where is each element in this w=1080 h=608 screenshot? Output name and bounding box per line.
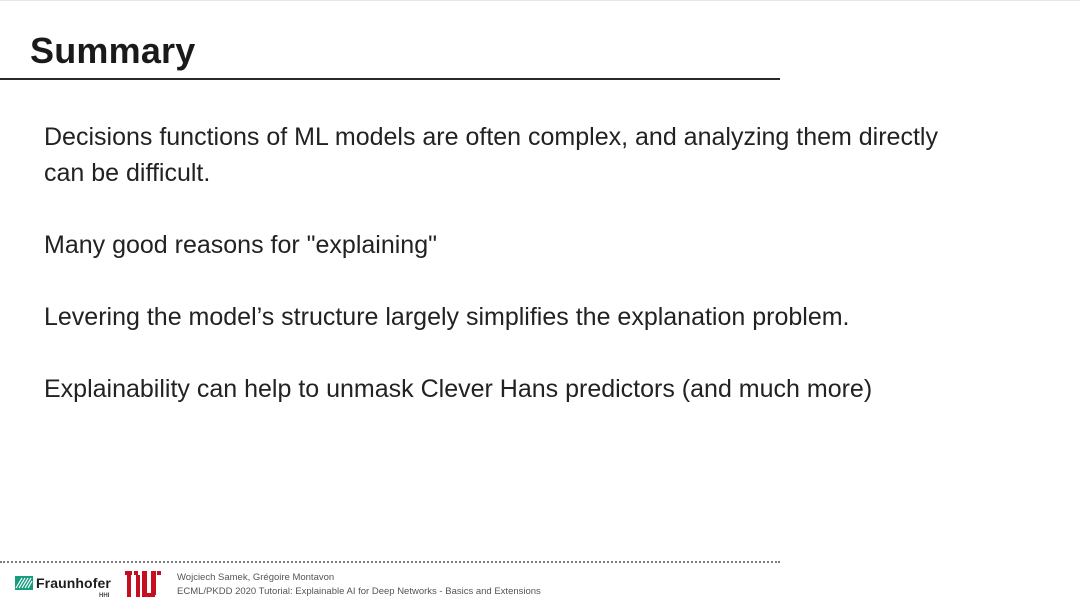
bullet-item: Explainability can help to unmask Clever Hans predictors (and much more)	[44, 375, 873, 403]
footer-event: ECML/PKDD 2020 Tutorial: Explainable AI for Deep Networks - Basics and Extensions	[177, 586, 541, 597]
fraunhofer-logo	[15, 572, 119, 602]
bullet-item: Decisions functions of ML models are often complex, and analyzing them directly can be difficult.	[44, 123, 938, 187]
bullet-item: Levering the model’s structure largely simplifies the explanation problem.	[44, 303, 850, 331]
slide-title: Summary	[30, 30, 196, 71]
fraunhofer-logo-text: Fraunhofer	[36, 575, 111, 591]
title-underline	[0, 78, 780, 80]
footer-authors: Wojciech Samek, Grégoire Montavon	[177, 572, 335, 583]
bullet-item: Many good reasons for "explaining"	[44, 231, 437, 259]
tu-berlin-logo-icon	[125, 571, 161, 599]
footer	[0, 566, 1080, 608]
top-rule	[0, 0, 1080, 1]
fraunhofer-sub-text: HHI	[99, 593, 110, 599]
fraunhofer-logo-icon	[15, 576, 33, 590]
bullet-list	[44, 119, 1004, 407]
footer-divider	[0, 561, 780, 563]
